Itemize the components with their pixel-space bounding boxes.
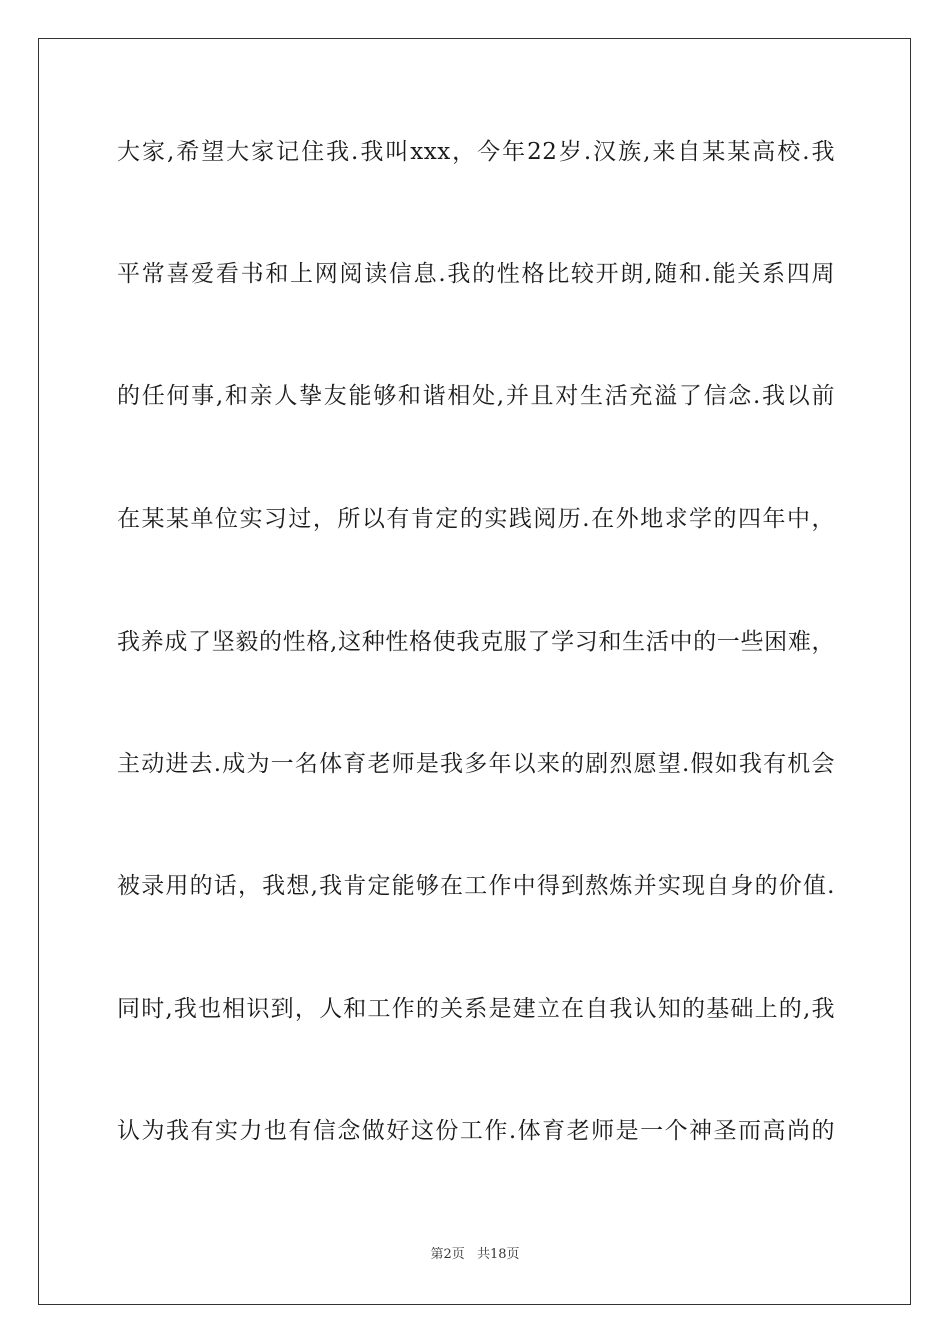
page-footer: [0, 1247, 950, 1263]
body-text-line-4: 在某某单位实习过，所以有肯定的实践阅历.在外地求学的四年中，: [117, 506, 835, 532]
body-text-line-9: 认为我有实力也有信念做好这份工作.体育老师是一个神圣而高尚的: [117, 1118, 835, 1144]
page-number: 第2页: [430, 1247, 465, 1262]
page-border: [38, 38, 911, 1305]
body-text-line-6: 主动进去.成为一名体育老师是我多年以来的剧烈愿望.假如我有机会: [117, 751, 835, 777]
body-text-line-8: 同时,我也相识到，人和工作的关系是建立在自我认知的基础上的,我: [117, 996, 835, 1022]
page-total: 共18页: [476, 1247, 520, 1262]
body-text-line-3: 的任何事,和亲人挚友能够和谐相处,并且对生活充溢了信念.我以前: [117, 383, 835, 409]
body-text-line-2: 平常喜爱看书和上网阅读信息.我的性格比较开朗,随和.能关系四周: [117, 261, 835, 287]
body-text-line-1: 大家,希望大家记住我.我叫xxx，今年22岁.汉族,来自某某高校.我: [117, 139, 835, 165]
body-text-line-7: 被录用的话，我想,我肯定能够在工作中得到熬炼并实现自身的价值.: [117, 873, 835, 899]
body-text-line-5: 我养成了坚毅的性格,这种性格使我克服了学习和生活中的一些困难，: [117, 629, 835, 655]
